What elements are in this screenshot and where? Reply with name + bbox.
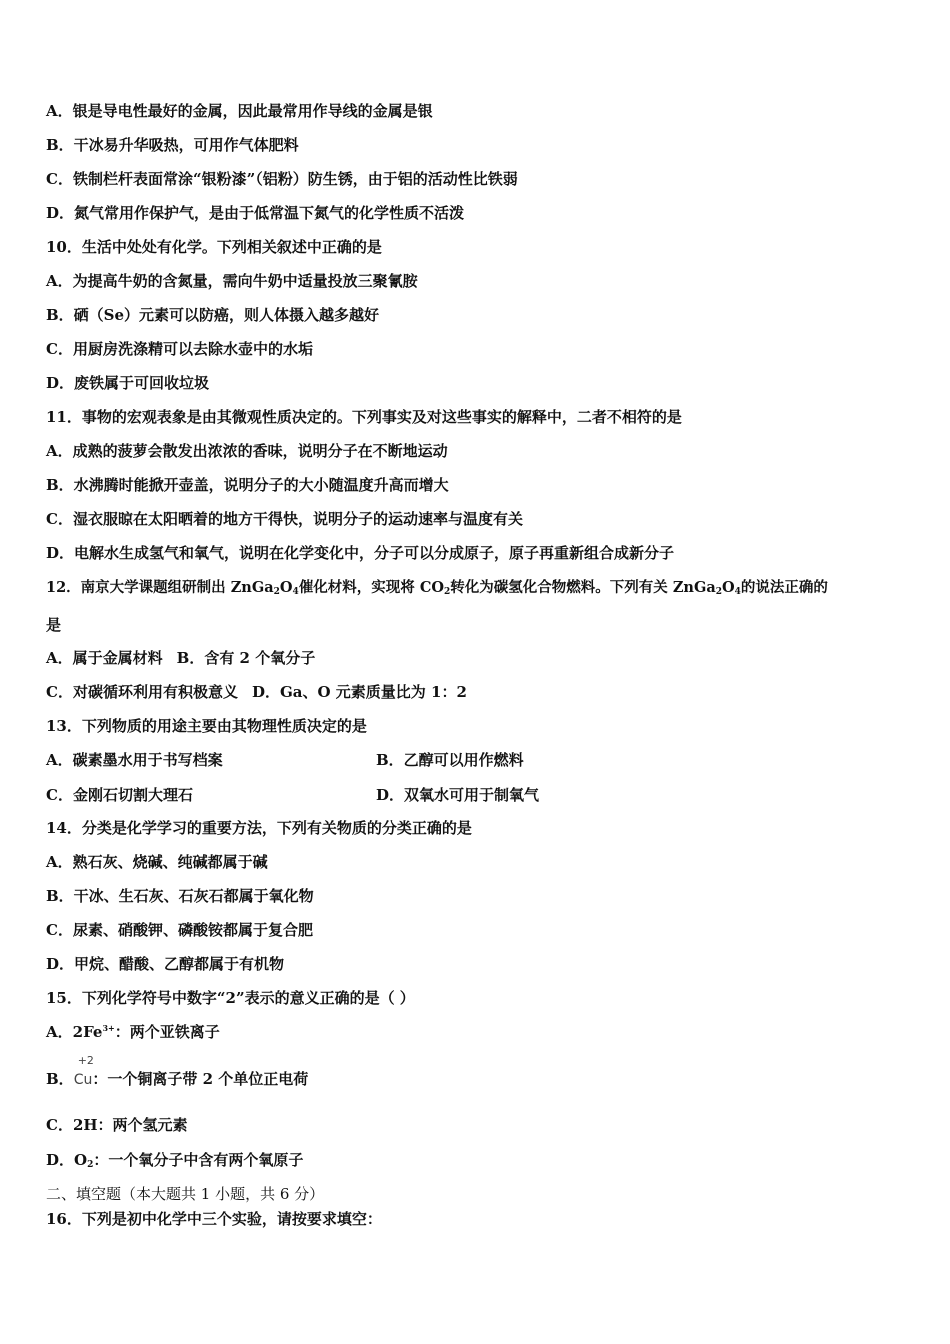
q12-subscript: 2 bbox=[444, 587, 451, 597]
q12-stem-continuation: 是 bbox=[46, 616, 62, 634]
q15-d-formula: D．O bbox=[46, 1151, 88, 1169]
q15-option-d bbox=[46, 1150, 303, 1170]
q14-option-d: D．甲烷、醋酸、乙醇都属于有机物 bbox=[46, 955, 285, 973]
q12-subscript: 4 bbox=[292, 587, 299, 597]
q9-option-d: D．氮气常用作保护气，是由于低常温下氮气的化学性质不活泼 bbox=[46, 204, 465, 222]
element-symbol: Cu bbox=[73, 1072, 93, 1088]
q15-option-c: C．2H：两个氢元素 bbox=[46, 1116, 188, 1134]
q11-option-d: D．电解水生成氢气和氧气，说明在化学变化中，分子可以分成原子，原子再重新组合成新分子 bbox=[46, 544, 675, 562]
q12-stem-part: O bbox=[279, 579, 293, 596]
q11-stem: 11．事物的宏观表象是由其微观性质决定的。下列事实及对这些事实的解释中，二者不相符的是 bbox=[46, 408, 682, 426]
q11-option-c: C．湿衣服晾在太阳晒着的地方干得快，说明分子的运动速率与温度有关 bbox=[46, 510, 523, 528]
q13-option-b: B．乙醇可以用作燃料 bbox=[376, 751, 524, 769]
q12-stem-part: 催化材料，实现将 CO bbox=[298, 579, 445, 596]
q12-options-row-1 bbox=[46, 648, 315, 668]
q15-a-superscript: 3+ bbox=[102, 1023, 115, 1033]
q10-option-b: B．硒（Se）元素可以防癌，则人体摄入越多越好 bbox=[46, 306, 380, 324]
q12-stem-part: 12．南京大学课题组研制出 ZnGa bbox=[46, 579, 274, 596]
q9-option-a: A．银是导电性最好的金属，因此最常用作导线的金属是银 bbox=[46, 102, 433, 120]
q13-option-c: C．金刚石切割大理石 bbox=[46, 786, 193, 804]
q12-stem-part: O bbox=[722, 579, 735, 596]
q16-stem: 16．下列是初中化学中三个实验，请按要求填空： bbox=[46, 1210, 382, 1228]
q12-stem bbox=[46, 578, 828, 598]
q12-subscript: 2 bbox=[273, 587, 280, 597]
q10-stem: 10．生活中处处有化学。下列相关叙述中正确的是 bbox=[46, 238, 382, 256]
copper-valence-symbol bbox=[73, 1054, 94, 1090]
q9-option-c: C．铁制栏杆表面常涂“银粉漆”（铝粉）防生锈，由于铝的活动性比铁弱 bbox=[46, 170, 518, 188]
q12-stem-part: 的说法正确的 bbox=[740, 579, 828, 596]
q15-stem: 15．下列化学符号中数字“2”表示的意义正确的是（ ） bbox=[46, 989, 415, 1007]
q10-option-c: C．用厨房洗涤精可以去除水壶中的水垢 bbox=[46, 340, 313, 358]
q15-d-text: ：一个氧分子中含有两个氧原子 bbox=[93, 1151, 304, 1169]
q14-stem: 14．分类是化学学习的重要方法，下列有关物质的分类正确的是 bbox=[46, 819, 472, 837]
section-heading-fill-in: 二、填空题（本大题共 1 小题，共 6 分） bbox=[46, 1185, 325, 1203]
q12-option-a: A．属于金属材料 bbox=[46, 649, 163, 667]
q15-b-label: B． bbox=[46, 1070, 74, 1088]
q12-option-d: D．Ga、O 元素质量比为 1：2 bbox=[251, 683, 467, 701]
q10-option-d: D．废铁属于可回收垃圾 bbox=[46, 374, 210, 392]
q15-a-formula: A．2Fe bbox=[46, 1023, 103, 1041]
q13-stem: 13．下列物质的用途主要由其物理性质决定的是 bbox=[46, 717, 367, 735]
q11-option-a: A．成熟的菠萝会散发出浓浓的香味，说明分子在不断地运动 bbox=[46, 442, 448, 460]
q14-option-a: A．熟石灰、烧碱、纯碱都属于碱 bbox=[46, 853, 268, 871]
q12-option-b: B．含有 2 个氧分子 bbox=[176, 649, 316, 667]
q12-stem-part: 转化为碳氢化合物燃料。下列有关 ZnGa bbox=[450, 579, 716, 596]
q10-option-a: A．为提高牛奶的含氮量，需向牛奶中适量投放三聚氰胺 bbox=[46, 272, 418, 290]
q12-options-row-2 bbox=[46, 682, 467, 702]
q15-option-b bbox=[46, 1054, 309, 1090]
q13-option-a: A．碳素墨水用于书写档案 bbox=[46, 751, 223, 769]
q14-option-c: C．尿素、硝酸钾、磷酸铵都属于复合肥 bbox=[46, 921, 313, 939]
q15-d-subscript: 2 bbox=[87, 1160, 94, 1170]
q11-option-b: B．水沸腾时能掀开壶盖，说明分子的大小随温度升高而增大 bbox=[46, 476, 449, 494]
q12-subscript: 4 bbox=[734, 587, 741, 597]
q12-subscript: 2 bbox=[715, 587, 723, 597]
q9-option-b: B．干冰易升华吸热，可用作气体肥料 bbox=[46, 136, 299, 154]
valence-charge: +2 bbox=[77, 1054, 94, 1067]
q15-a-text: ：两个亚铁离子 bbox=[114, 1023, 220, 1041]
q13-option-d: D．双氧水可用于制氧气 bbox=[376, 786, 540, 804]
q14-option-b: B．干冰、生石灰、石灰石都属于氧化物 bbox=[46, 887, 314, 905]
q15-b-text: ：一个铜离子带 2 个单位正电荷 bbox=[92, 1070, 309, 1088]
q12-option-c: C．对碳循环利用有积极意义 bbox=[46, 683, 238, 701]
q15-option-a bbox=[46, 1022, 220, 1042]
